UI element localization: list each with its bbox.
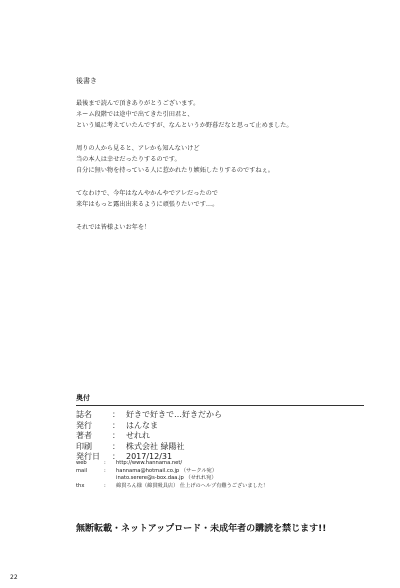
colophon-section [76,393,376,462]
afterword-line: 自分に無い物を持っている人に惹かれたり嫉妬したりするのですねぇ。 [76,167,274,174]
contact-section [76,460,376,490]
afterword-title: 後書き [76,77,97,85]
contact-web-link: http://www.hannama.net/ [116,460,183,466]
colophon-value: せれれ [126,431,150,440]
contact-colon: : [104,460,106,466]
colophon-colon: ： [112,431,120,440]
colophon-colon: ： [112,410,120,419]
contact-colon [104,475,116,483]
contact-colon: : [104,482,106,489]
contact-key [76,475,104,483]
contact-row [76,483,376,491]
afterword-line: それでは皆様よいお年を！ [76,224,151,231]
colophon-key: 誌名 [76,410,92,419]
colophon-key: 発行日 [76,452,100,461]
colophon-row [76,430,376,441]
contact-thanks: 綿貫ろん様（綿貫吸具店） 仕上げのヘルプ有難うございました！ [116,482,269,489]
afterword-line: 最後まで読んで頂きありがとうございます。 [76,100,200,107]
colophon-colon: ： [112,420,120,430]
afterword-paragraph [76,143,376,176]
colophon-row [76,441,376,452]
afterword-paragraph [76,222,376,233]
colophon-value: はんなま [126,420,158,430]
contact-key: mail [76,467,88,474]
afterword-paragraph [76,188,376,210]
colophon-key: 発行 [76,420,92,430]
colophon-value: 好きで好きで…好きだから [126,410,222,419]
contact-mail-circle: hannama@hotmail.co.jp （サークル宛） [116,467,218,474]
contact-row [76,475,376,483]
afterword-line: という風に考えていたんですが、なんというか野暮だなと思って止めました。 [76,122,293,129]
copyright-warning: 無断転載・ネットアップロード・未成年者の購読を禁じます!! [76,524,327,534]
colophon-row [76,409,376,420]
afterword-section [76,76,376,245]
contact-row [76,468,376,476]
colophon-value: 株式会社 緑陽社 [126,441,185,451]
colophon-row [76,420,376,431]
colophon-key: 印刷 [76,441,92,451]
afterword-paragraph [76,98,376,131]
colophon-key: 著者 [76,431,92,440]
afterword-line: 当の本人は幸せだったりするのです。 [76,156,181,163]
afterword-line: ネーム段階では途中で出てきた引田君と、 [76,111,194,118]
colophon-value: 2017/12/31 [126,452,173,461]
page-number: 22 [10,574,18,581]
afterword-line: 来年はもっと露出出来るように頑張りたいです…。 [76,201,219,208]
contact-key: web [76,460,87,466]
contact-key: thx [76,482,85,489]
colophon-divider [76,405,364,406]
contact-row [76,460,376,468]
afterword-line: 周りの人から見ると、アレかも知んないけど [76,145,200,152]
colophon-colon: ： [112,452,120,461]
colophon-colon: ： [112,441,120,451]
colophon-title: 奥付 [76,394,90,402]
contact-mail-author: inato.serere@s-box.daa.jp （せれれ宛） [116,475,217,481]
contact-colon: : [104,467,106,474]
afterword-line: てなわけで、今年はなんやかんやでアレだったので [76,190,218,197]
